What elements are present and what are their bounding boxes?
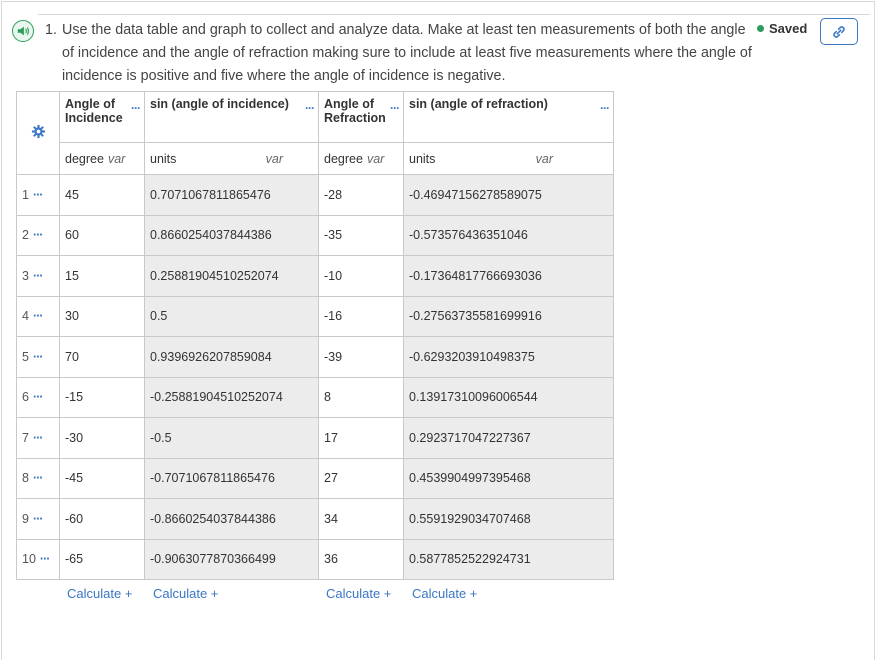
var-label: var — [366, 151, 385, 166]
question-text: Use the data table and graph to collect and analyze data. Make at least ten measurements of both the angle of incidence and the angle of refraction making sure to include at least five measurements where the angle of incidence is positive and five where the angle of incidence is negative. — [62, 22, 752, 84]
header-line: Incidence — [65, 111, 123, 125]
cell-refraction[interactable]: 17 — [319, 418, 404, 459]
header-line: sin (angle of refraction) — [409, 97, 548, 111]
cell-sin-refraction: -0.6293203910498375 — [404, 337, 614, 378]
cell-sin-incidence: -0.8660254037844386 — [145, 499, 319, 540]
calculate-button-sin-refraction[interactable]: Calculate + — [412, 586, 478, 601]
table-row — [17, 296, 614, 337]
cell-sin-incidence: -0.9063077870366499 — [145, 539, 319, 580]
row-menu-icon[interactable]: ··· — [32, 268, 43, 283]
data-table — [16, 91, 614, 580]
cell-incidence[interactable]: 70 — [60, 337, 145, 378]
table-row — [17, 175, 614, 216]
table-units-row — [17, 143, 614, 175]
row-index: 6 — [22, 390, 29, 405]
cell-refraction[interactable]: -28 — [319, 175, 404, 216]
cell-refraction[interactable]: -16 — [319, 296, 404, 337]
row-index: 4 — [22, 309, 29, 324]
var-label: var — [265, 151, 283, 166]
cell-sin-incidence: 0.8660254037844386 — [145, 215, 319, 256]
calculate-button-incidence[interactable]: Calculate + — [67, 586, 133, 601]
table-row — [17, 499, 614, 540]
row-control[interactable] — [17, 256, 60, 297]
row-control[interactable] — [17, 539, 60, 580]
saved-label: Saved — [769, 21, 808, 36]
column-menu-icon[interactable]: ··· — [600, 101, 609, 115]
column-menu-icon[interactable]: ··· — [305, 101, 314, 115]
unit-label: degree — [65, 151, 104, 166]
row-control[interactable] — [17, 215, 60, 256]
saved-status — [757, 21, 807, 36]
table-settings-cell[interactable] — [17, 92, 60, 175]
cell-incidence[interactable]: -45 — [60, 458, 145, 499]
row-control[interactable] — [17, 458, 60, 499]
table-row — [17, 215, 614, 256]
row-menu-icon[interactable]: ··· — [39, 552, 50, 567]
divider — [38, 14, 870, 15]
row-index: 9 — [22, 511, 29, 526]
cell-incidence[interactable]: 60 — [60, 215, 145, 256]
cell-sin-refraction: -0.27563735581699916 — [404, 296, 614, 337]
row-menu-icon[interactable]: ··· — [32, 228, 43, 243]
cell-sin-refraction: -0.573576436351046 — [404, 215, 614, 256]
cell-refraction[interactable]: -35 — [319, 215, 404, 256]
header-line: Refraction — [324, 111, 386, 125]
cell-sin-incidence: 0.9396926207859084 — [145, 337, 319, 378]
cell-incidence[interactable]: 45 — [60, 175, 145, 216]
cell-sin-incidence: 0.25881904510252074 — [145, 256, 319, 297]
cell-sin-refraction: 0.4539904997395468 — [404, 458, 614, 499]
table-body — [17, 175, 614, 580]
unit-label: degree — [324, 151, 363, 166]
cell-sin-refraction: 0.5877852522924731 — [404, 539, 614, 580]
row-menu-icon[interactable]: ··· — [32, 511, 43, 526]
cell-sin-refraction: -0.17364817766693036 — [404, 256, 614, 297]
column-header-incidence[interactable] — [60, 92, 145, 143]
cell-refraction[interactable]: 27 — [319, 458, 404, 499]
cell-sin-incidence: 0.7071067811865476 — [145, 175, 319, 216]
row-control[interactable] — [17, 418, 60, 459]
unit-cell-refraction[interactable] — [319, 143, 404, 175]
cell-incidence[interactable]: -65 — [60, 539, 145, 580]
row-menu-icon[interactable]: ··· — [32, 309, 43, 324]
table-row — [17, 337, 614, 378]
unit-label: units — [150, 151, 177, 166]
calculate-button-refraction[interactable]: Calculate + — [326, 586, 392, 601]
unit-cell-sin-incidence[interactable] — [145, 143, 319, 175]
question-number: 1. — [45, 22, 57, 38]
row-control[interactable] — [17, 175, 60, 216]
calculate-button-sin-incidence[interactable]: Calculate + — [153, 586, 219, 601]
cell-incidence[interactable]: 15 — [60, 256, 145, 297]
header-line: sin (angle of incidence) — [150, 97, 289, 111]
table-row — [17, 458, 614, 499]
row-index: 5 — [22, 349, 29, 364]
cell-sin-incidence: -0.25881904510252074 — [145, 377, 319, 418]
row-control[interactable] — [17, 377, 60, 418]
table-row — [17, 539, 614, 580]
cell-refraction[interactable]: 36 — [319, 539, 404, 580]
row-index: 10 — [22, 552, 36, 567]
column-menu-icon[interactable]: ··· — [131, 101, 140, 115]
cell-refraction[interactable]: -10 — [319, 256, 404, 297]
cell-sin-refraction: 0.5591929034707468 — [404, 499, 614, 540]
table-header-row — [17, 92, 614, 143]
cell-incidence[interactable]: -15 — [60, 377, 145, 418]
cell-incidence[interactable]: -60 — [60, 499, 145, 540]
row-menu-icon[interactable]: ··· — [32, 471, 43, 486]
cell-sin-incidence: 0.5 — [145, 296, 319, 337]
row-menu-icon[interactable]: ··· — [32, 430, 43, 445]
row-index: 3 — [22, 268, 29, 283]
column-header-refraction[interactable] — [319, 92, 404, 143]
cell-sin-refraction: -0.46947156278589075 — [404, 175, 614, 216]
column-header-sin-incidence[interactable] — [145, 92, 319, 143]
row-menu-icon[interactable]: ··· — [32, 390, 43, 405]
header-line: Angle of — [324, 97, 374, 111]
var-label: var — [107, 151, 126, 166]
header-line: Angle of — [65, 97, 115, 111]
cell-sin-incidence: -0.5 — [145, 418, 319, 459]
cell-sin-incidence: -0.7071067811865476 — [145, 458, 319, 499]
cell-incidence[interactable]: -30 — [60, 418, 145, 459]
row-index: 1 — [22, 187, 29, 202]
row-index: 2 — [22, 228, 29, 243]
saved-dot-icon — [757, 25, 764, 32]
gear-icon[interactable] — [31, 124, 46, 139]
unit-label: units — [409, 151, 436, 166]
cell-incidence[interactable]: 30 — [60, 296, 145, 337]
row-control[interactable] — [17, 296, 60, 337]
row-menu-icon[interactable]: ··· — [32, 187, 43, 202]
row-index: 8 — [22, 471, 29, 486]
cell-sin-refraction: 0.13917310096006544 — [404, 377, 614, 418]
row-control[interactable] — [17, 499, 60, 540]
row-menu-icon[interactable]: ··· — [32, 349, 43, 364]
link-icon — [830, 23, 848, 41]
table-row — [17, 256, 614, 297]
speaker-icon[interactable] — [12, 20, 34, 42]
column-header-sin-refraction[interactable] — [404, 92, 614, 143]
table-row — [17, 418, 614, 459]
cell-refraction[interactable]: 34 — [319, 499, 404, 540]
link-button[interactable] — [820, 18, 858, 45]
row-control[interactable] — [17, 337, 60, 378]
cell-refraction[interactable]: 8 — [319, 377, 404, 418]
row-index: 7 — [22, 430, 29, 445]
unit-cell-sin-refraction[interactable] — [404, 143, 614, 175]
var-label: var — [535, 151, 553, 166]
cell-refraction[interactable]: -39 — [319, 337, 404, 378]
table-row — [17, 377, 614, 418]
cell-sin-refraction: 0.2923717047227367 — [404, 418, 614, 459]
unit-cell-incidence[interactable] — [60, 143, 145, 175]
question-prompt — [45, 19, 760, 88]
column-menu-icon[interactable]: ··· — [390, 101, 399, 115]
